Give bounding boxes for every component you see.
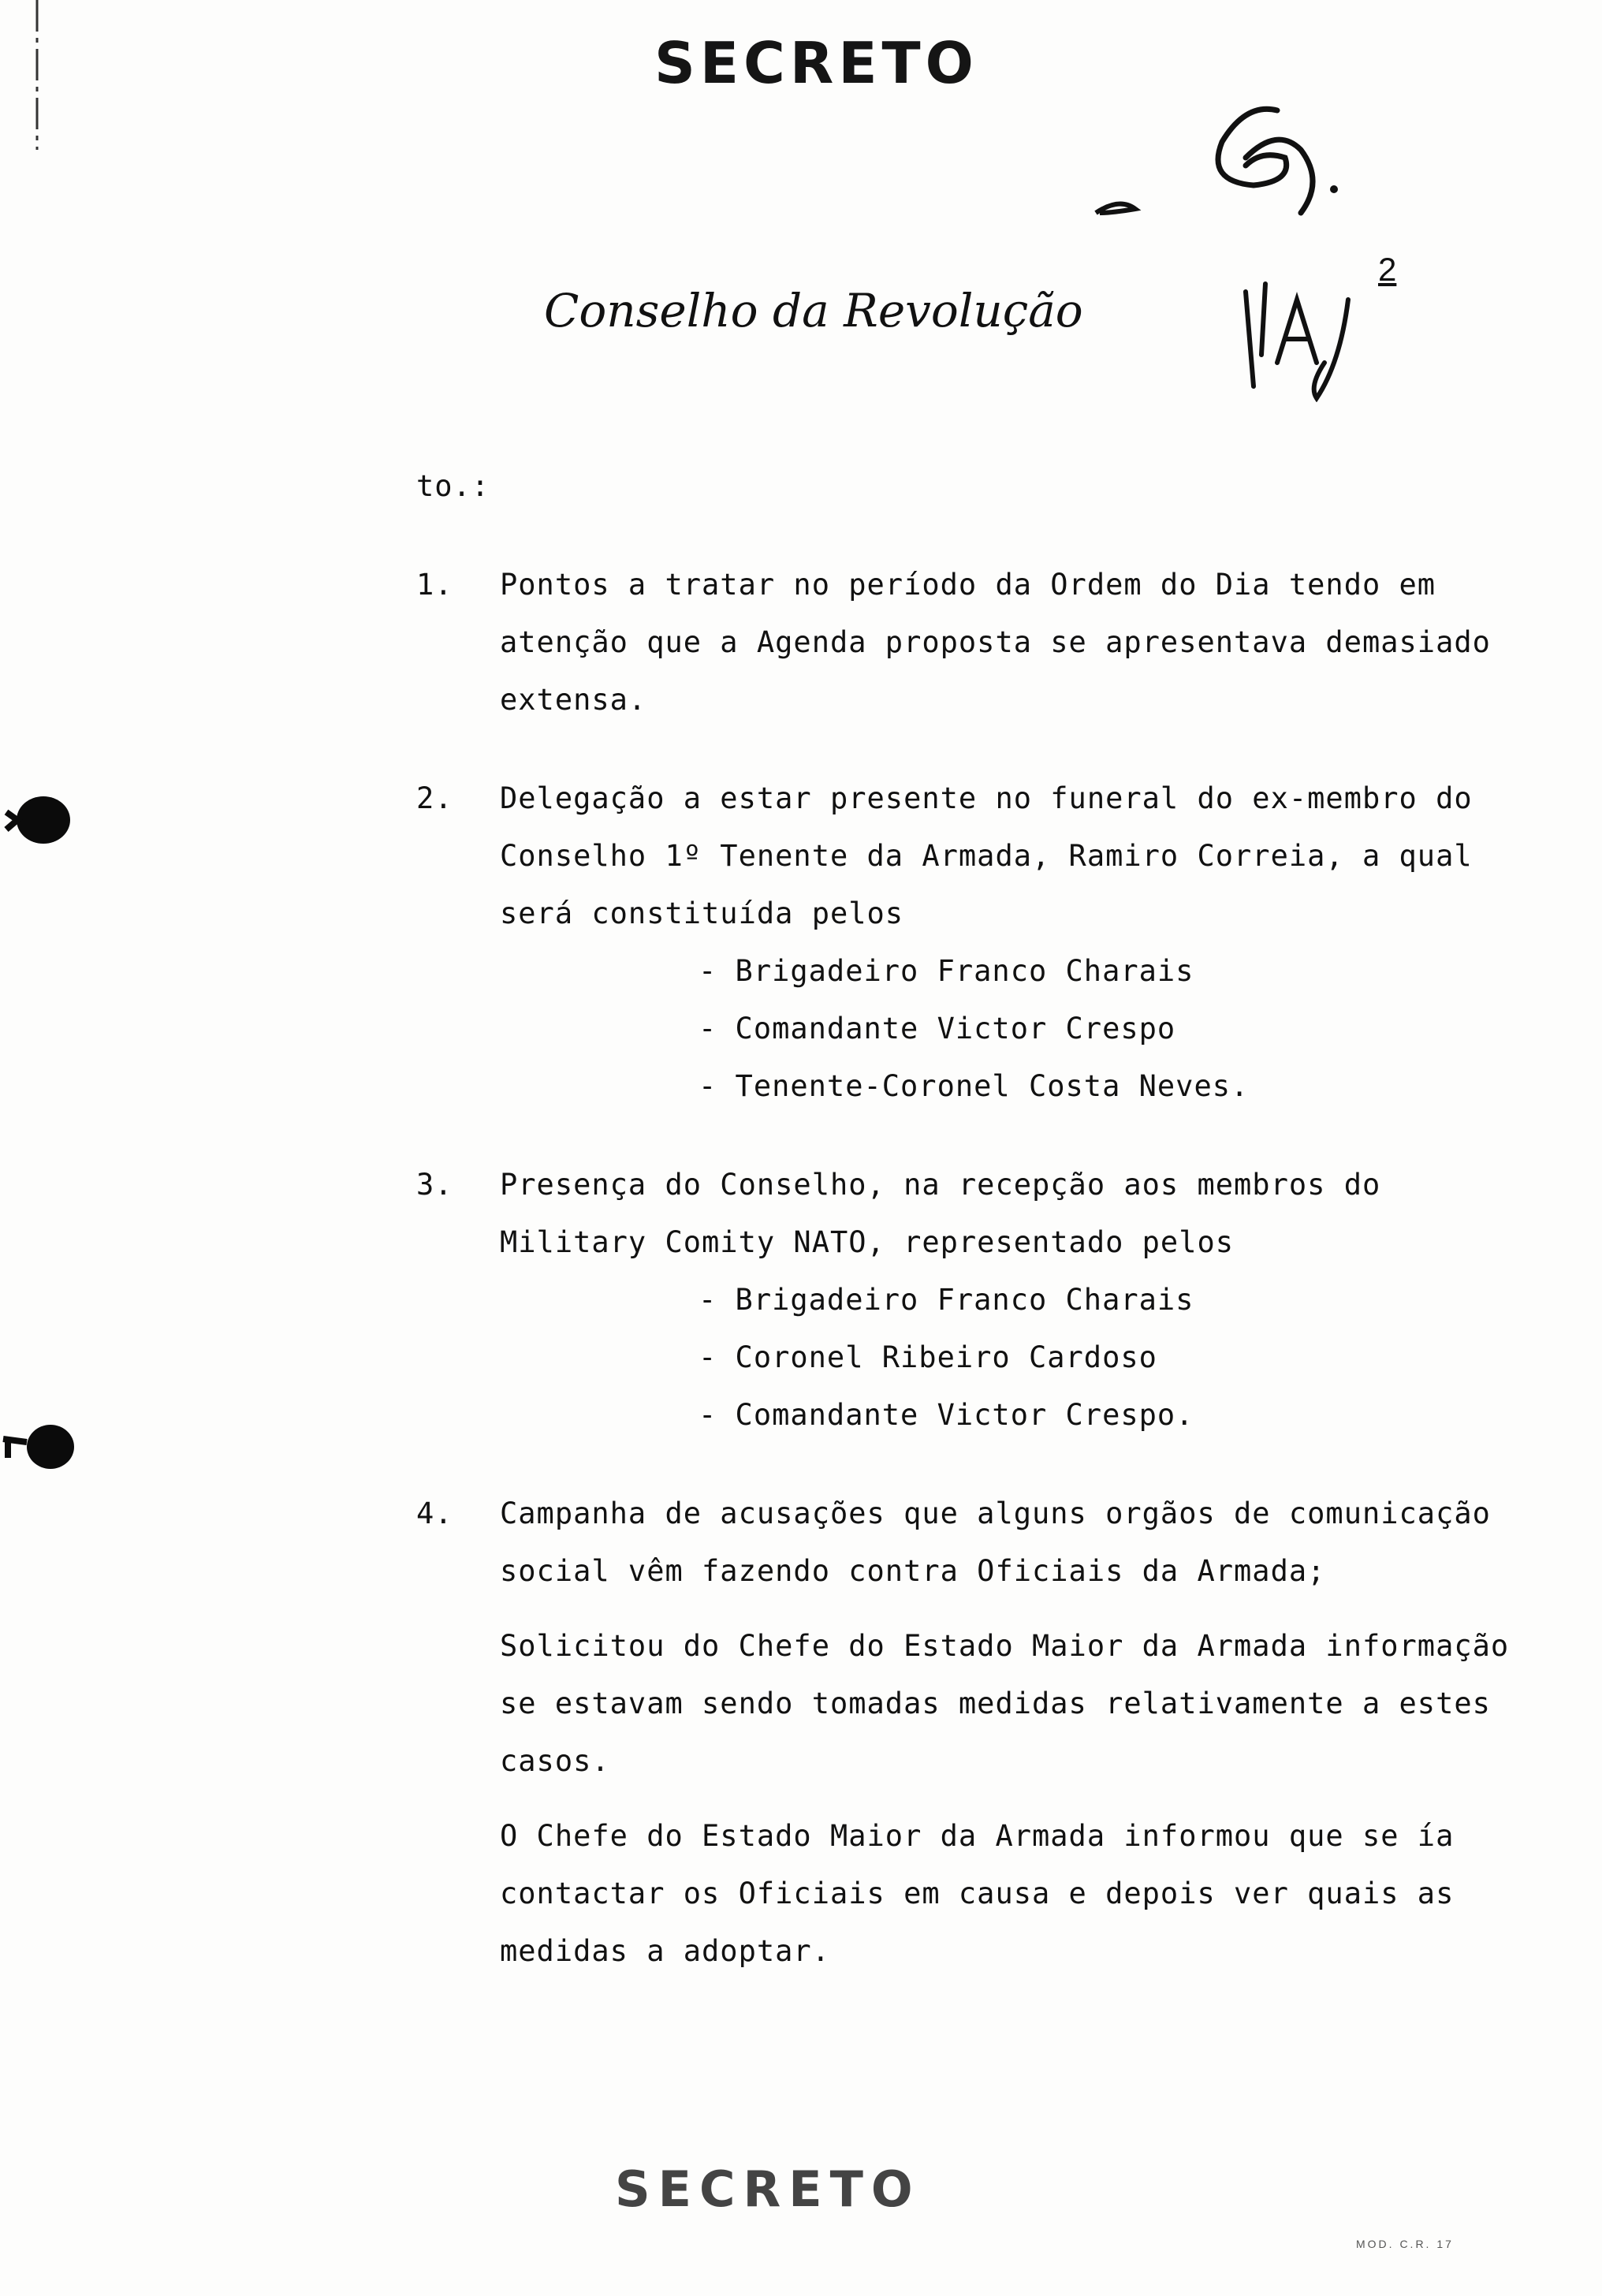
item-paragraph: Presença do Conselho, na recepção aos membros do Military Comity NATO, representado pelos (500, 1168, 1381, 1259)
item-number: 2. (416, 781, 453, 815)
page-number: 2 (1378, 251, 1397, 288)
item-paragraph: Pontos a tratar no período da Ordem do Dia tendo em atenção que a Agenda proposta se apresentava demasiado extensa. (500, 568, 1491, 717)
agenda-item (416, 770, 1536, 1115)
punch-hole (0, 781, 79, 859)
item-paragraph: Campanha de acusações que alguns orgãos de comunicação social vêm fazendo contra Oficiais da Armada; (500, 1496, 1491, 1588)
item-paragraph: Solicitou do Chefe do Estado Maior da Armada informação se estavam sendo tomadas medidas relativamente a estes casos. (500, 1629, 1510, 1778)
item-body (500, 1156, 1536, 1444)
item-number: 4. (416, 1496, 453, 1530)
margin-mark (35, 0, 39, 150)
list-item: - Comandante Victor Crespo. (699, 1398, 1194, 1432)
handwritten-initials (1230, 268, 1364, 402)
signature-scribble (1088, 95, 1348, 229)
secret-stamp-top: SECRETO (654, 30, 978, 96)
form-code: MOD. C.R. 17 (1356, 2238, 1454, 2250)
agenda-item (416, 1156, 1536, 1444)
item-number: 1. (416, 568, 453, 602)
item-body (500, 1485, 1536, 1980)
list-item: - Coronel Ribeiro Cardoso (699, 1340, 1157, 1374)
item-body (500, 556, 1536, 729)
letterhead: Conselho da Revolução (544, 284, 1083, 337)
agenda-item (416, 1485, 1536, 1980)
punch-hole (0, 1407, 79, 1486)
item-paragraph: O Chefe do Estado Maior da Armada informou que se ía contactar os Oficiais em causa e depois ver quais as medidas a adoptar. (500, 1819, 1455, 1968)
secret-stamp-bottom: SECRETO (615, 2160, 921, 2218)
document-body (416, 457, 1536, 2021)
list-item: - Brigadeiro Franco Charais (699, 954, 1194, 988)
list-item: - Brigadeiro Franco Charais (699, 1283, 1194, 1317)
representatives-list (500, 1271, 1536, 1444)
item-body (500, 770, 1536, 1115)
item-paragraph: Delegação a estar presente no funeral do ex-membro do Conselho 1º Tenente da Armada, Ramiro Correia, a qual será constituída pelos (500, 781, 1473, 930)
body-heading: to.: (416, 469, 490, 503)
item-number: 3. (416, 1168, 453, 1202)
list-item: - Comandante Victor Crespo (699, 1012, 1176, 1046)
agenda-item (416, 556, 1536, 729)
list-item: - Tenente-Coronel Costa Neves. (699, 1069, 1250, 1103)
delegation-list (500, 942, 1536, 1115)
